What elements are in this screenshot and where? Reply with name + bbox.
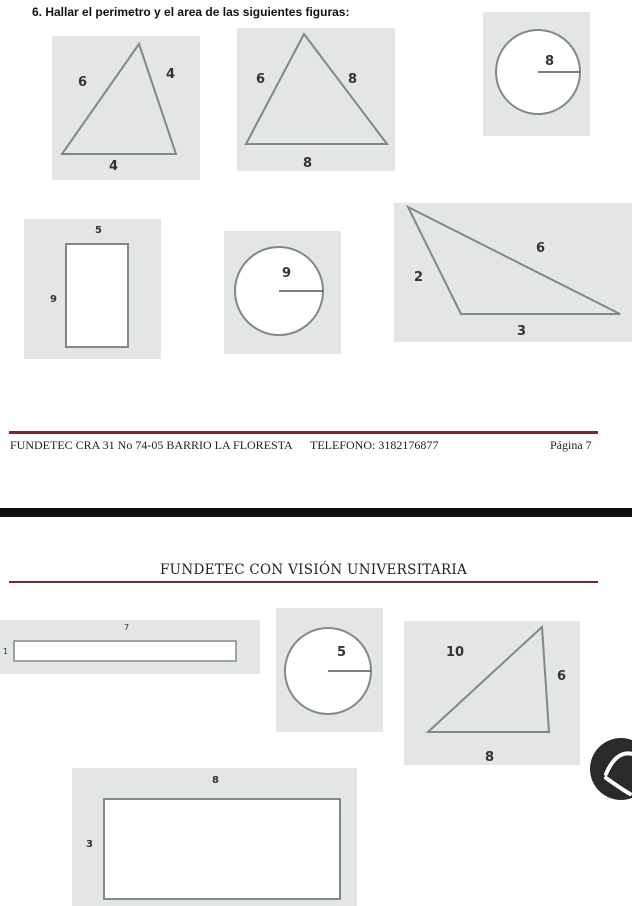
scroll-nav-button[interactable] <box>590 738 632 800</box>
footer-page-number: Página 7 <box>550 438 592 452</box>
side-label: 8 <box>303 156 313 171</box>
radius-label: 5 <box>337 645 347 660</box>
side-label: 8 <box>348 72 358 87</box>
side-label: 9 <box>50 294 57 305</box>
side-label: 5 <box>95 225 102 236</box>
side-label: 3 <box>86 839 93 850</box>
radius-label: 8 <box>545 54 555 69</box>
radius-label: 9 <box>282 266 292 281</box>
chevron-up-icon <box>590 738 632 800</box>
footer-address: FUNDETEC CRA 31 No 74-05 BARRIO LA FLORESTA <box>10 438 293 452</box>
footer-phone: TELEFONO: 3182176877 <box>310 438 439 452</box>
figure-rectangle-a <box>24 219 161 359</box>
side-label: 10 <box>446 645 465 660</box>
figure-circle-c <box>276 608 383 732</box>
figure-triangle-b <box>237 28 395 171</box>
figure-rectangle-b <box>72 768 357 906</box>
figure-triangle-c <box>394 203 632 342</box>
side-label: 4 <box>166 67 176 82</box>
side-label: 6 <box>536 241 546 256</box>
side-label: 2 <box>414 270 424 285</box>
figure-circle-a <box>483 12 590 136</box>
figure-triangle-a <box>52 36 200 180</box>
figure-circle-b <box>224 231 341 354</box>
side-label: 6 <box>78 75 88 90</box>
side-label: 1 <box>3 647 9 656</box>
page-separator <box>0 508 632 517</box>
side-label: 3 <box>517 324 527 339</box>
side-label: 7 <box>124 623 130 632</box>
footer-rule <box>9 431 598 434</box>
figure-rectangle-thin <box>0 620 260 674</box>
side-label: 4 <box>109 159 119 174</box>
side-label: 6 <box>557 669 567 684</box>
side-label: 6 <box>256 72 266 87</box>
page-header-title: FUNDETEC CON VISIÓN UNIVERSITARIA <box>160 562 468 578</box>
side-label: 8 <box>212 775 219 786</box>
side-label: 8 <box>485 750 495 765</box>
question-text: 6. Hallar el perimetro y el area de las siguientes figuras: <box>32 5 350 19</box>
header-rule <box>9 581 598 583</box>
figure-triangle-d <box>404 621 580 765</box>
